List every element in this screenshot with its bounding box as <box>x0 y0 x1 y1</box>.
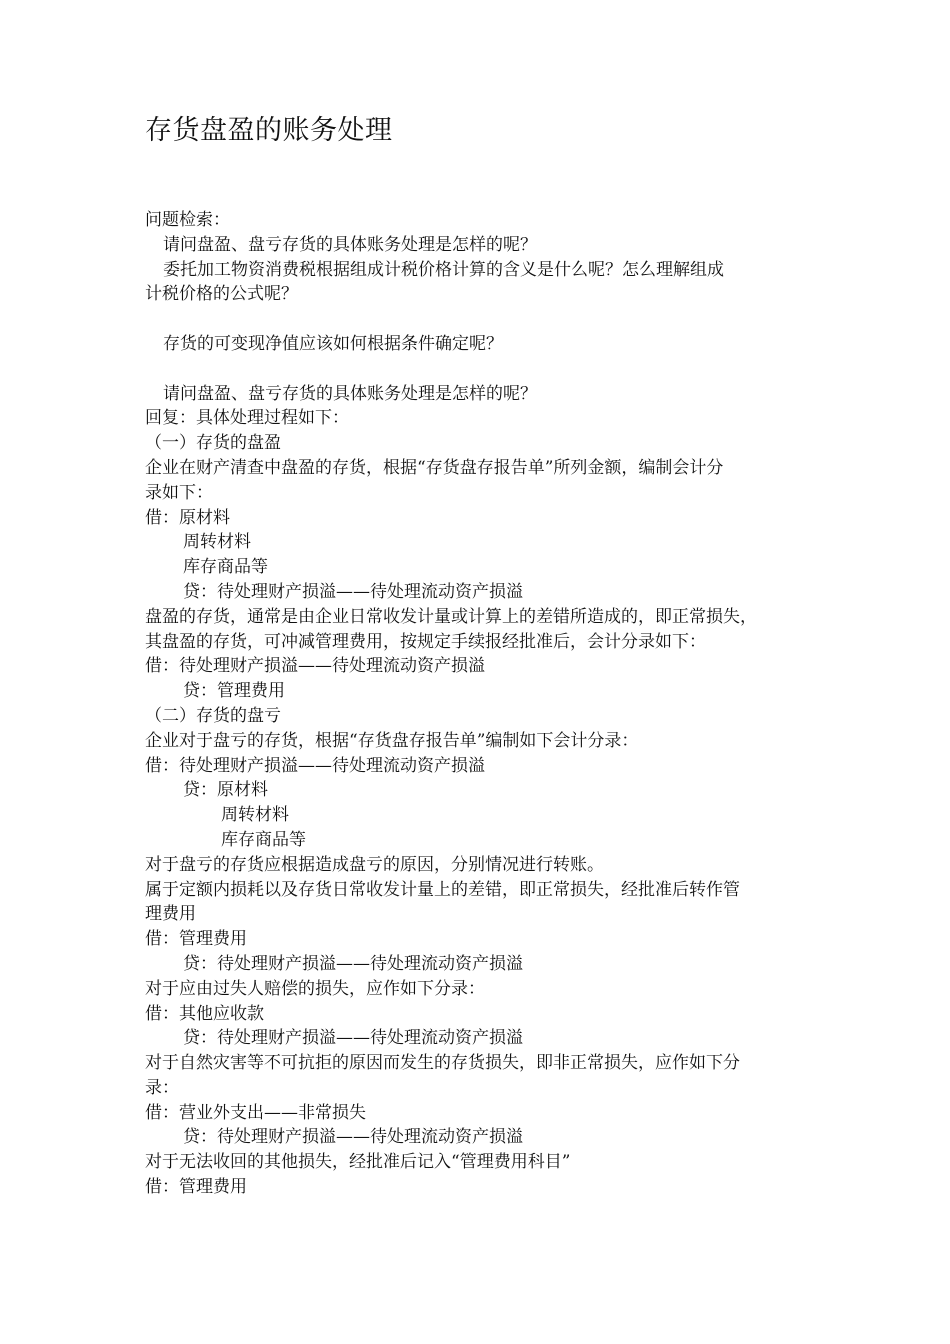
document-body <box>145 208 810 1200</box>
journal-credit: 贷：原材料 <box>183 780 268 801</box>
paragraph-line: 对于自然灾害等不可抗拒的原因而发生的存货损失，即非正常损失，应作如下分 <box>145 1053 740 1074</box>
blank-line <box>145 357 810 382</box>
paragraph-line: 其盘盈的存货，可冲减管理费用，按规定手续报经批准后，会计分录如下： <box>145 631 706 652</box>
paragraph-line: 属于定额内损耗以及存货日常收发计量上的差错，即正常损失，经批准后转作管 <box>145 879 740 900</box>
question-item: 存货的可变现净值应该如何根据条件确定呢？ <box>163 333 503 354</box>
journal-credit: 贷：待处理财产损溢——待处理流动资产损溢 <box>183 1028 523 1049</box>
journal-credit: 贷：管理费用 <box>183 681 285 702</box>
paragraph-line: 企业在财产清查中盘盈的存货，根据“存货盘存报告单”所列金额，编制会计分 <box>145 457 724 478</box>
journal-debit-item: 周转材料 <box>183 532 251 553</box>
journal-debit-item: 库存商品等 <box>183 557 268 578</box>
journal-debit: 借：待处理财产损溢——待处理流动资产损溢 <box>145 755 485 776</box>
journal-debit: 借：营业外支出——非常损失 <box>145 1102 366 1123</box>
journal-credit: 贷：待处理财产损溢——待处理流动资产损溢 <box>183 581 523 602</box>
document-title: 存货盘盈的账务处理 <box>145 115 393 146</box>
journal-debit: 借：管理费用 <box>145 929 247 950</box>
paragraph-line: 对于应由过失人赔偿的损失，应作如下分录： <box>145 978 485 999</box>
paragraph-line: 盘盈的存货，通常是由企业日常收发计量或计算上的差错所造成的，即正常损失， <box>145 606 757 627</box>
journal-debit: 借：其他应收款 <box>145 1003 264 1024</box>
journal-credit-item: 库存商品等 <box>221 829 306 850</box>
paragraph-line: 对于盘亏的存货应根据造成盘亏的原因，分别情况进行转账。 <box>145 854 604 875</box>
journal-debit: 借：待处理财产损溢——待处理流动资产损溢 <box>145 656 485 677</box>
section-heading-inventory-shortage: （二）存货的盘亏 <box>145 705 281 726</box>
question-item-continuation: 计税价格的公式呢？ <box>145 284 298 305</box>
paragraph-line: 录： <box>145 1077 179 1098</box>
journal-debit: 借：原材料 <box>145 507 230 528</box>
journal-credit: 贷：待处理财产损溢——待处理流动资产损溢 <box>183 1127 523 1148</box>
section-heading-inventory-surplus: （一）存货的盘盈 <box>145 433 281 454</box>
paragraph-line: 录如下： <box>145 482 213 503</box>
paragraph-line: 企业对于盘亏的存货，根据“存货盘存报告单”编制如下会计分录： <box>145 730 639 751</box>
question-item: 委托加工物资消费税根据组成计税价格计算的含义是什么呢？怎么理解组成 <box>163 259 724 280</box>
journal-debit: 借：管理费用 <box>145 1177 247 1198</box>
journal-credit-item: 周转材料 <box>221 805 289 826</box>
paragraph-line: 对于无法收回的其他损失，经批准后记入“管理费用科目” <box>145 1152 571 1173</box>
journal-credit: 贷：待处理财产损溢——待处理流动资产损溢 <box>183 953 523 974</box>
reply-intro: 回复：具体处理过程如下： <box>145 408 349 429</box>
section-label-search: 问题检索： <box>145 210 230 230</box>
question-item: 请问盘盈、盘亏存货的具体账务处理是怎样的呢？ <box>163 234 537 255</box>
blank-line <box>145 307 810 332</box>
paragraph-line: 理费用 <box>145 904 196 925</box>
question-item: 请问盘盈、盘亏存货的具体账务处理是怎样的呢？ <box>163 383 537 404</box>
